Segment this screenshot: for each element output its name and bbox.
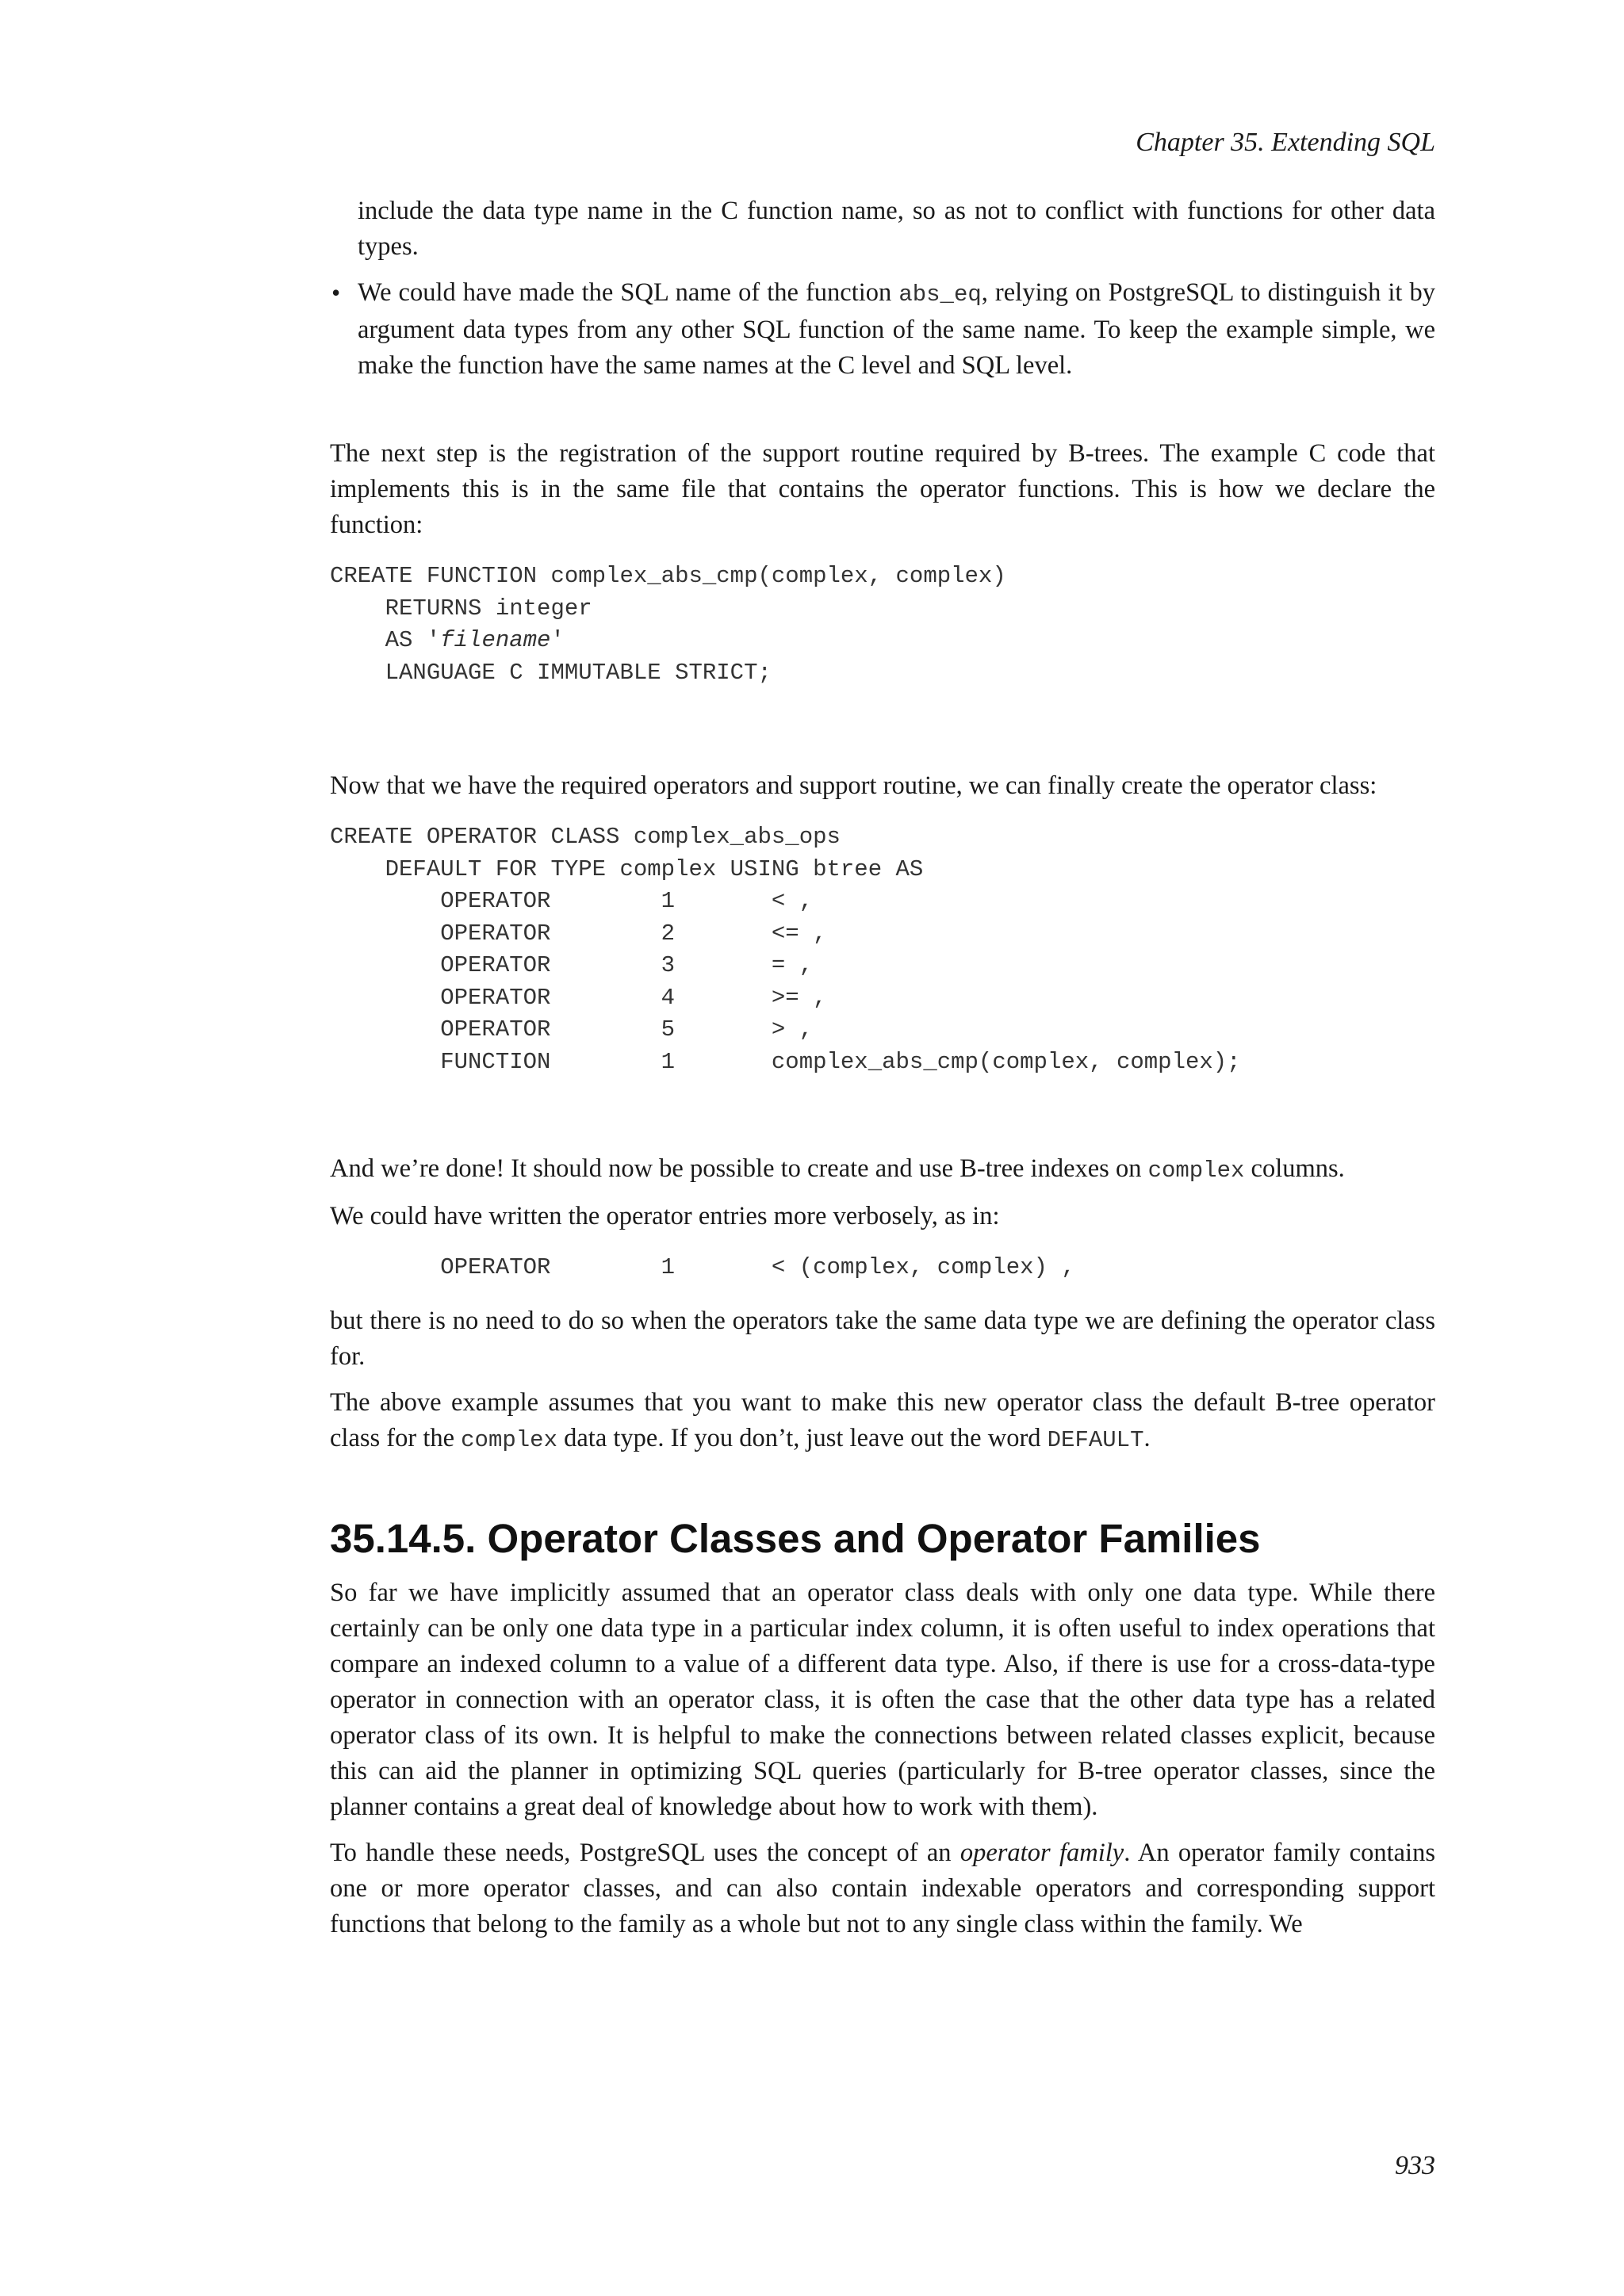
section-paragraph-2: [330, 1835, 1435, 1942]
inline-code: complex: [461, 1426, 557, 1453]
page-content: [330, 193, 1435, 1953]
list-item-continuation: include the data type name in the C function name, so as not to conflict with functions for other data types.: [358, 197, 1435, 261]
default-text-end: .: [1143, 1423, 1151, 1452]
default-paragraph: [330, 1385, 1435, 1458]
done-text-end: columns.: [1244, 1154, 1345, 1183]
code-quote: ': [550, 627, 565, 653]
emphasis-term: operator family: [959, 1838, 1124, 1867]
running-header: Chapter 35. Extending SQL: [1136, 128, 1435, 157]
verbose-operator-code-block: OPERATOR 1 < (complex, complex) ,: [330, 1254, 1075, 1280]
para2-text-end: . An operator family contains one or more operator classes, and can also contain indexable operators and corresponding support functions that belong to the family as a whole but not to any single class within the family. We: [330, 1838, 1435, 1938]
no-need-paragraph: but there is no need to do so when the operators take the same data type we are defining the operator class for.: [330, 1306, 1435, 1371]
default-text-start: The above example assumes that you want to make this new operator class the default B-tree operator class for the: [330, 1387, 1435, 1452]
section-paragraph-1: So far we have implicitly assumed that an operator class deals with only one data type. While there certainly can be only one data type in a particular index column, it is often useful to index operations that compare an indexed column to a value of a different data type. Also, if there is use for a cross-data-type operator in connection with an operator class, it is often the case that the other data type has a related operator class of its own. It is helpful to make the connections between related classes explicit, because this can aid the planner in optimizing SQL queries (particularly for B-tree operator classes, since the planner contains a great deal of knowledge about how to work with them).: [330, 1578, 1435, 1821]
page-number: 933: [1395, 2151, 1435, 2180]
code-line: CREATE FUNCTION complex_abs_cmp(complex, complex): [330, 563, 1006, 589]
support-routine-paragraph: The next step is the registration of the support routine required by B-trees. The example C code that implements this is in the same file that contains the operator functions. This is how we declare the function:: [330, 439, 1435, 539]
inline-code: complex: [1147, 1158, 1245, 1184]
code-placeholder-filename: filename: [440, 627, 551, 653]
done-paragraph: [330, 1151, 1435, 1188]
create-function-code-block: [330, 561, 1435, 689]
para2-text-start: To handle these needs, PostgreSQL uses the concept of an: [330, 1838, 960, 1867]
bullet-list-item: [330, 275, 1435, 384]
default-text-middle: data type. If you don’t, just leave out the word: [557, 1423, 1048, 1452]
inline-code: DEFAULT: [1047, 1426, 1144, 1453]
code-line: RETURNS integer: [330, 595, 592, 622]
code-line: LANGUAGE C IMMUTABLE STRICT;: [330, 659, 772, 686]
done-text-start: And we’re done! It should now be possible to create and use B-tree indexes on: [330, 1154, 1148, 1183]
create-operator-class-code-block: CREATE OPERATOR CLASS complex_abs_ops DEFAULT FOR TYPE complex USING btree AS OPERATOR 1 < , OPERATOR 2 <= , OPERATOR 3 = , OPERATOR 4 >= , OPERATOR 5 > , FUNCTION 1 complex_abs_cmp(complex, complex);: [330, 824, 1241, 1075]
code-line: AS ': [330, 627, 441, 653]
verbose-paragraph: We could have written the operator entries more verbosely, as in:: [330, 1202, 1000, 1230]
section-heading: 35.14.5. Operator Classes and Operator Families: [330, 1515, 1261, 1561]
bullet-text-start: We could have made the SQL name of the function: [358, 278, 899, 307]
operator-class-paragraph: Now that we have the required operators and support routine, we can finally create the operator class:: [330, 771, 1377, 800]
bullet-icon: •: [331, 278, 341, 307]
inline-code: abs_eq: [898, 281, 982, 308]
bullet-text-end: , relying on PostgreSQL to distinguish it by argument data types from any other SQL function of the same name. To keep the example simple, we make the function have the same names at the C level and SQL level.: [358, 278, 1435, 380]
